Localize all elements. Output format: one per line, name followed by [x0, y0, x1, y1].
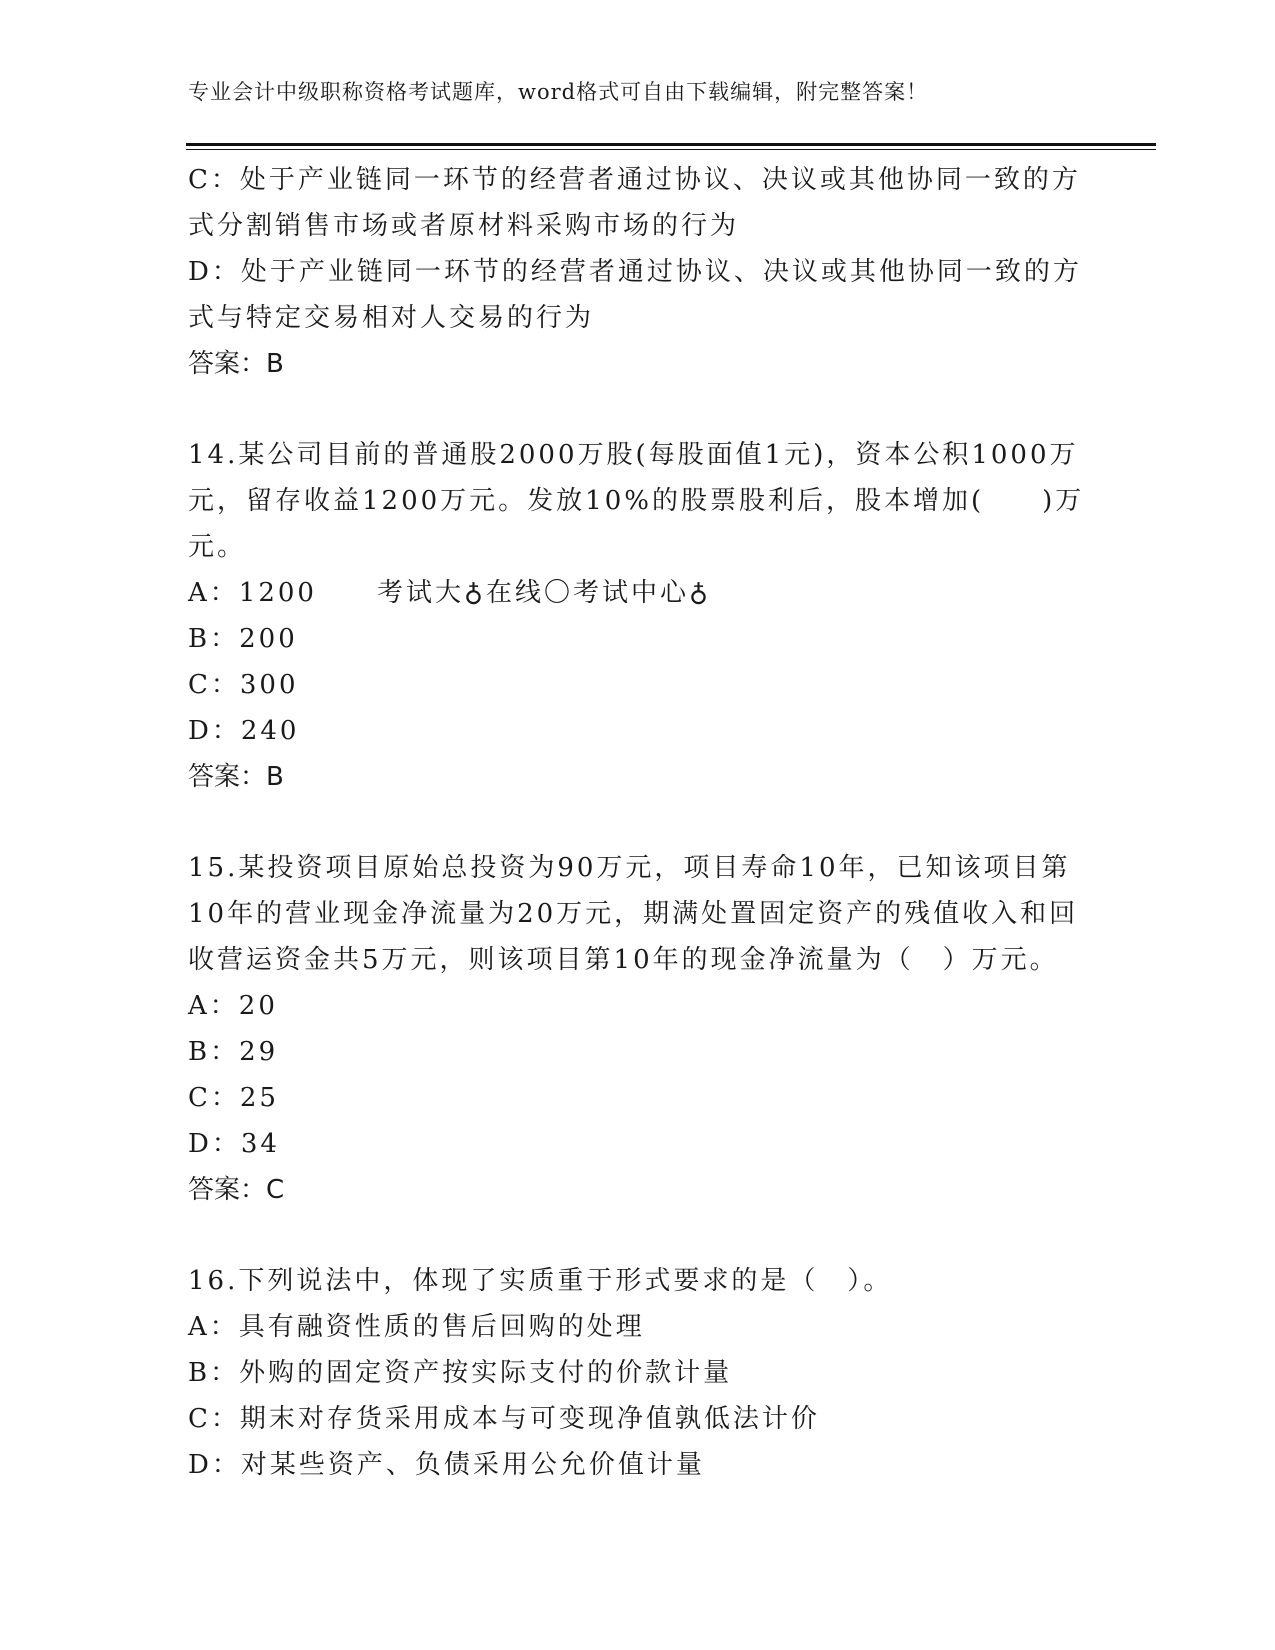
option-b-line: B：外购的固定资产按实际支付的价款计量 — [188, 1358, 733, 1388]
question-15 — [188, 845, 1078, 1213]
header-rule-thick — [186, 143, 1156, 146]
question-stem-line: 16.下列说法中，体现了实质重于形式要求的是（ ）。 — [188, 1266, 893, 1296]
question-content — [188, 157, 1085, 1488]
option-a-text: A：1200 — [188, 578, 317, 608]
question-16 — [188, 1258, 1078, 1488]
page-header: 专业会计中级职称资格考试题库，word格式可自由下载编辑，附完整答案！ — [188, 80, 929, 104]
option-c-line: C：300 — [188, 670, 299, 700]
option-d-line: D：34 — [188, 1129, 280, 1159]
answer-line: 答案：B — [188, 349, 284, 379]
option-a-line: A：具有融资性质的售后回购的处理 — [188, 1312, 645, 1342]
question-stem-line: 元。 — [188, 532, 247, 562]
question-stem-line: 元，留存收益1200万元。发放10%的股票股利后，股本增加( )万 — [188, 486, 1085, 516]
header-rule-thin — [186, 149, 1156, 150]
spacer — [188, 1213, 1078, 1258]
watermark-text: 考试大♁在线〇考试中心♁ — [376, 578, 711, 608]
answer-line: 答案：B — [188, 762, 284, 792]
question-stem-line: 15.某投资项目原始总投资为90万元，项目寿命10年，已知该项目第 — [188, 853, 1071, 883]
option-a-line — [188, 570, 1078, 616]
option-d-line: D：对某些资产、负债采用公允价值计量 — [188, 1450, 705, 1480]
option-c-line: 式分割销售市场或者原材料采购市场的行为 — [188, 211, 740, 241]
option-d-line: 式与特定交易相对人交易的行为 — [188, 303, 595, 333]
option-d-line: D：处于产业链同一环节的经营者通过协议、决议或其他协同一致的方 — [188, 257, 1082, 287]
answer-line: 答案：C — [188, 1175, 285, 1205]
option-c-line: C：25 — [188, 1083, 279, 1113]
option-a-line: A：20 — [188, 991, 278, 1021]
option-c-line: C：期末对存货采用成本与可变现净值孰低法计价 — [188, 1404, 820, 1434]
spacer — [188, 387, 1078, 432]
option-b-line: B：29 — [188, 1037, 279, 1067]
option-d-line: D：240 — [188, 716, 300, 746]
question-stem-line: 收营运资金共5万元，则该项目第10年的现金净流量为（ ）万元。 — [188, 945, 1059, 975]
question-13-tail — [188, 157, 1082, 387]
spacer — [188, 800, 1078, 845]
option-b-line: B：200 — [188, 624, 298, 654]
option-c-line: C：处于产业链同一环节的经营者通过协议、决议或其他协同一致的方 — [188, 165, 1081, 195]
question-stem-line: 14.某公司目前的普通股2000万股(每股面值1元)，资本公积1000万 — [188, 440, 1079, 470]
question-14 — [188, 432, 1085, 800]
question-stem-line: 10年的营业现金净流量为20万元，期满处置固定资产的残值收入和回 — [188, 899, 1079, 929]
